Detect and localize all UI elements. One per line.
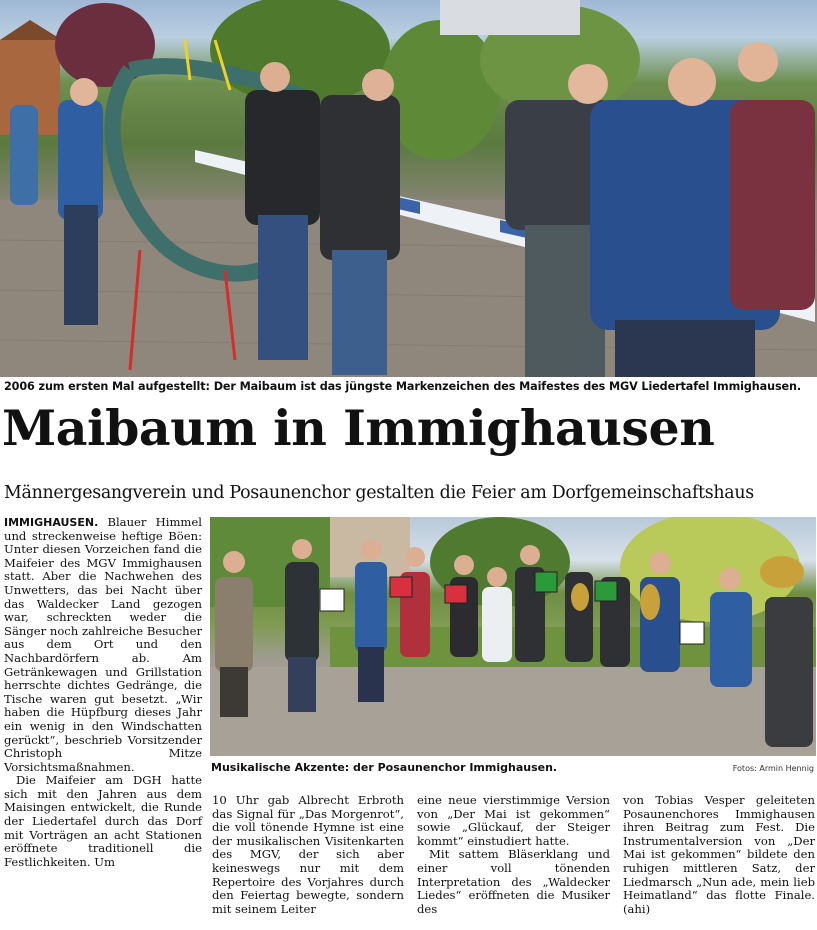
photo-brass-band-illustration bbox=[210, 517, 816, 756]
headline: Maibaum in Immighausen bbox=[2, 399, 715, 457]
article-paragraph: Die Maifeier am DGH hatte sich mit den Jahren aus dem Maisingen entwickelt, die Runde der Liedertafel durch das Dorf mit Vorträgen an acht Stationen eröffnete traditionell die Festlichkeiten. Um bbox=[4, 773, 202, 869]
photo-caption-top: 2006 zum ersten Mal aufgestellt: Der Maibaum ist das jüngste Markenzeichen des Maifestes des MGV Liedertafel Immighausen. bbox=[4, 380, 802, 393]
article-column-3 bbox=[417, 794, 610, 916]
photo-credit: Fotos: Armin Hennig bbox=[732, 764, 814, 773]
article-paragraph: Mit sattem Bläserklang und einer voll tönenden Interpretation des „Waldecker Liedes“ eröffneten die Musiker des bbox=[417, 847, 610, 916]
article-paragraph: 10 Uhr gab Albrecht Erbroth das Signal für „Das Morgenrot“, die voll tönende Hymne ist eine der musikalischen Visitenkarten des MGV, der sich aber keineswegs nur mit dem Repertoire des Vorjahres durch den Feiertag bewegte, sondern mit seinem Leiter bbox=[212, 793, 404, 916]
article-paragraph: eine neue vierstimmige Version von „Der Mai ist gekommen“ sowie „Glückauf, der Steiger kommt“ einstudiert hatte. bbox=[417, 793, 610, 848]
photo-caption-band: Musikalische Akzente: der Posaunenchor Immighausen. bbox=[211, 761, 558, 774]
article-paragraph bbox=[4, 516, 202, 774]
subheadline: Männergesangverein und Posaunenchor gestalten die Feier am Dorfgemeinschaftshaus bbox=[4, 483, 754, 503]
photo-maypole-illustration bbox=[0, 0, 817, 377]
article-paragraph: von Tobias Vesper geleiteten Posaunenchores Immighausen ihren Beitrag zum Fest. Die Instrumentalversion von „Der Mai ist gekommen“ bildete den ruhigen mittleren Satz, der Liedmarsch „Nun ade, mein lieb Heimatland“ das flotte Finale. (ahi) bbox=[623, 793, 815, 916]
photo-maypole bbox=[0, 0, 817, 377]
photo-brass-band bbox=[210, 517, 816, 756]
dateline: IMMIGHAUSEN. bbox=[4, 516, 99, 529]
article-column-1 bbox=[4, 516, 202, 869]
article-column-4 bbox=[623, 794, 815, 916]
article-column-2 bbox=[212, 794, 404, 916]
article-text: Blauer Himmel und streckenweise heftige Böen: Unter diesen Vorzeichen fand die Maifeier des MGV Immighausen statt. Aber die Nachwehen des Unwetters, das bei Nacht über das Waldecker Land gezogen war, schreckten weder die Sänger noch zahlreiche Besucher aus dem Ort und den Nachbardörfern ab. Am Getränkewagen und Grillstation herrschte dichtes Gedränge, die Tische waren gut besetzt. „Wir haben die Hüpfburg dieses Jahr ein wenig in den Windschatten gerückt“, beschrieb Vorsitzender Christoph Mitze Vorsichtsmaßnahmen. bbox=[4, 515, 203, 774]
